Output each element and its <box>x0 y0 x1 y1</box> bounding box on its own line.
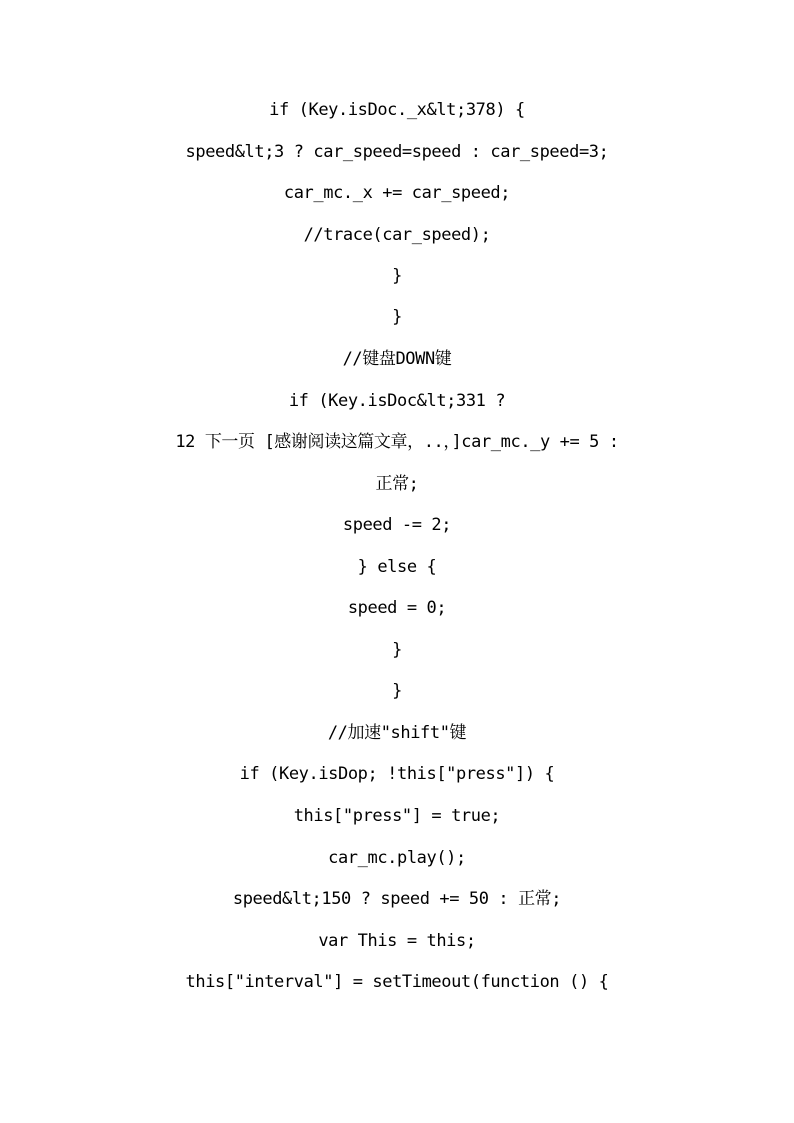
code-line: 12 下一页 [感谢阅读这篇文章，..，]car_mc._y += 5 : <box>175 432 619 452</box>
code-line: 正常; <box>375 474 419 494</box>
code-line: speed = 0; <box>347 598 447 618</box>
code-line: if (Key.isDop; !this["press"]) { <box>239 764 555 784</box>
code-line: } <box>392 307 402 327</box>
code-line: speed&lt;150 ? speed += 50 : 正常; <box>232 889 562 909</box>
code-line: speed&lt;3 ? car_speed=speed : car_speed=3; <box>185 142 609 162</box>
code-line: } <box>392 681 402 701</box>
code-line: if (Key.isDoc._x&lt;378) { <box>269 100 525 120</box>
code-line: //键盘DOWN键 <box>342 349 452 369</box>
code-line: } else { <box>357 557 437 577</box>
code-line: this["press"] = true; <box>293 806 501 826</box>
code-line: car_mc.play(); <box>328 848 466 868</box>
code-line: //trace(car_speed); <box>303 225 491 245</box>
code-line: if (Key.isDoc&lt;331 ? <box>288 391 506 411</box>
code-line: } <box>392 640 402 660</box>
code-line: speed -= 2; <box>342 515 452 535</box>
code-line: var This = this; <box>318 931 476 951</box>
code-line: this["interval"] = setTimeout(function () { <box>185 972 609 992</box>
code-line: //加速"shift"键 <box>327 723 467 743</box>
code-line: } <box>392 266 402 286</box>
code-line: car_mc._x += car_speed; <box>283 183 511 203</box>
